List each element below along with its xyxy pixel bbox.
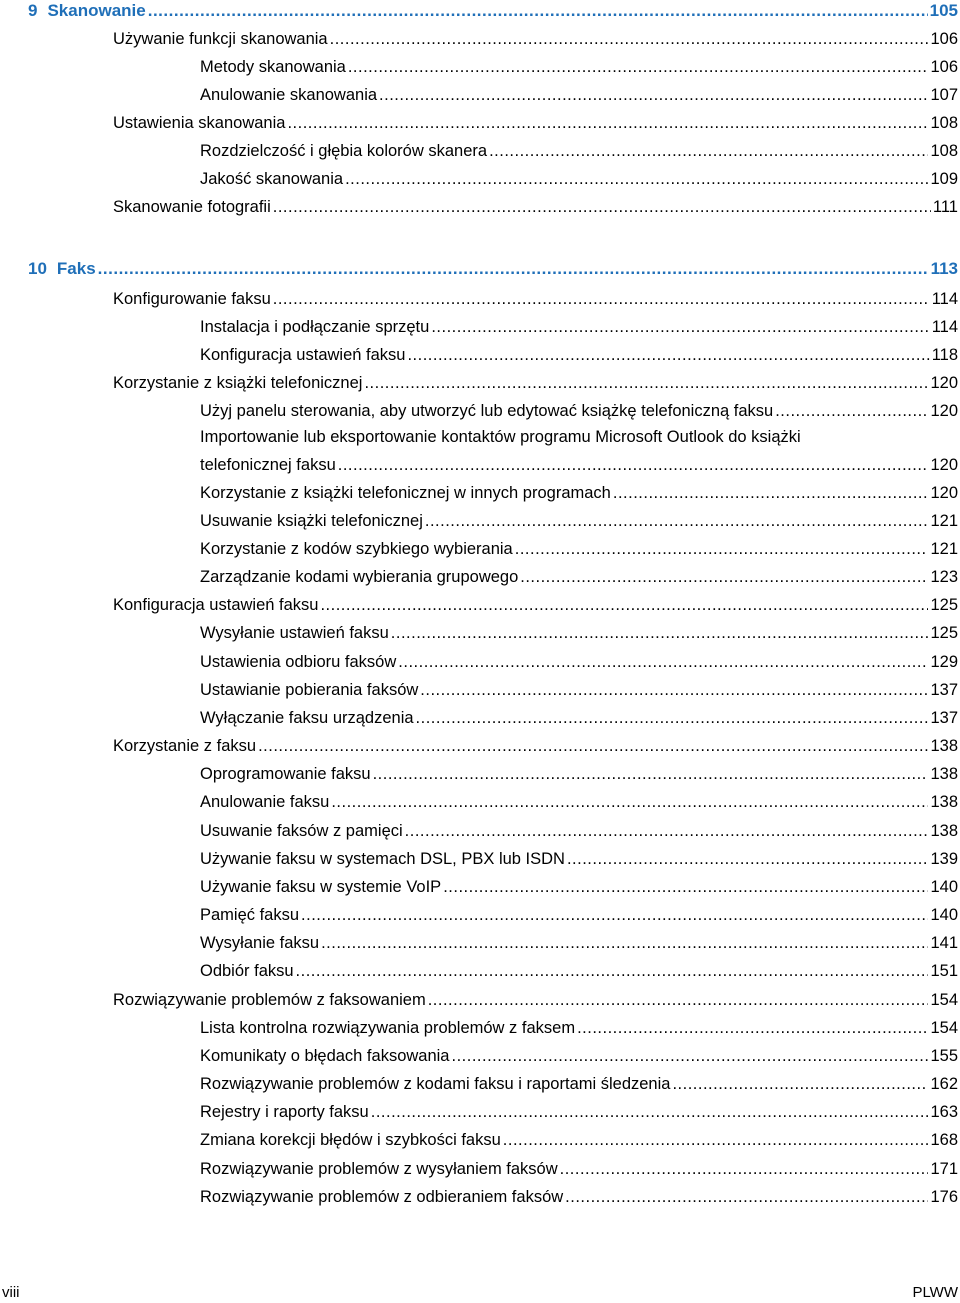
dot-leader (416, 707, 929, 729)
toc-entry-title: Korzystanie z kodów szybkiego wybierania (200, 540, 513, 558)
toc-entry[interactable] (200, 960, 958, 982)
toc-entry-title: Używanie faksu w systemie VoIP (200, 878, 442, 896)
toc-page-number: 114 (931, 318, 958, 336)
toc-entry[interactable] (200, 482, 958, 504)
toc-entry-title: Lista kontrolna rozwiązywania problemów z faksem (200, 1019, 576, 1037)
toc-entry[interactable] (113, 112, 958, 134)
toc-entry-title: Korzystanie z książki telefonicznej w innych programach (200, 484, 611, 502)
toc-page-number: 106 (930, 58, 958, 76)
toc-entry-title (28, 258, 96, 280)
toc-page-number: 129 (930, 653, 958, 671)
toc-page-number: 140 (930, 906, 958, 924)
dot-leader (520, 566, 928, 588)
toc-entry-title: Anulowanie faksu (200, 793, 330, 811)
toc-entry[interactable] (200, 1186, 958, 1208)
toc-entry[interactable] (113, 372, 958, 394)
toc-page-number: 108 (930, 114, 958, 132)
toc-entry-title: Ustawienia skanowania (113, 114, 286, 132)
toc-page-number: 120 (930, 484, 958, 502)
dot-leader (560, 1158, 929, 1180)
toc-page-number: 140 (930, 878, 958, 896)
toc-chapter[interactable] (28, 258, 958, 280)
toc-entry-title: Korzystanie z faksu (113, 737, 257, 755)
toc-entry[interactable] (200, 140, 958, 162)
toc-page-number: 137 (930, 681, 958, 699)
toc-entry[interactable] (113, 196, 958, 218)
toc-page-number: 109 (930, 170, 958, 188)
toc-entry[interactable] (200, 538, 958, 560)
dot-leader (398, 651, 928, 673)
toc-entry[interactable] (200, 454, 958, 476)
toc-entry-title: Rozwiązywanie problemów z odbieraniem faksów (200, 1188, 564, 1206)
toc-entry[interactable] (200, 316, 958, 338)
toc-page-number: 141 (930, 934, 958, 952)
toc-entry[interactable] (200, 84, 958, 106)
toc-page-number: 120 (930, 456, 958, 474)
toc-entry[interactable] (200, 932, 958, 954)
toc-entry-title: Ustawianie pobierania faksów (200, 681, 419, 699)
toc-page-number: 118 (931, 346, 958, 364)
toc-entry[interactable] (200, 1045, 958, 1067)
dot-leader (567, 848, 929, 870)
toc-page-number: 162 (930, 1075, 958, 1093)
toc-entry-title: Rozwiązywanie problemów z wysyłaniem faksów (200, 1160, 558, 1178)
toc-page-number: 114 (931, 290, 958, 308)
dot-leader (301, 904, 928, 926)
toc-entry[interactable] (113, 735, 958, 757)
toc-entry-title: Instalacja i podłączanie sprzętu (200, 318, 430, 336)
dot-leader (330, 28, 929, 50)
toc-entry-title: Konfigurowanie faksu (113, 290, 271, 308)
toc-entry-title: Anulowanie skanowania (200, 86, 378, 104)
toc-entry-title: Zarządzanie kodami wybierania grupowego (200, 568, 519, 586)
toc-entry-title: Wyłączanie faksu urządzenia (200, 709, 414, 727)
toc-entry[interactable] (200, 679, 958, 701)
toc-entry-title: Metody skanowania (200, 58, 346, 76)
dot-leader (321, 932, 928, 954)
toc-entry-title-line1[interactable]: Importowanie lub eksportowanie kontaktów programu Microsoft Outlook do książki (200, 428, 801, 446)
toc-entry-title: Rejestry i raporty faksu (200, 1103, 369, 1121)
toc-page-number: 108 (930, 142, 958, 160)
dot-leader (338, 454, 929, 476)
toc-entry[interactable] (200, 510, 958, 532)
toc-entry[interactable] (200, 820, 958, 842)
toc-entry[interactable] (200, 1017, 958, 1039)
dot-leader (613, 482, 929, 504)
toc-page-number: 171 (930, 1160, 958, 1178)
dot-leader (407, 344, 929, 366)
dot-leader (425, 510, 929, 532)
toc-entry[interactable] (200, 791, 958, 813)
toc-page-number: 137 (930, 709, 958, 727)
dot-leader (428, 989, 929, 1011)
toc-entry[interactable] (200, 848, 958, 870)
dot-leader (258, 735, 928, 757)
toc-page-number: 163 (930, 1103, 958, 1121)
dot-leader (379, 84, 928, 106)
toc-entry[interactable] (200, 400, 958, 422)
toc-page-number: 123 (930, 568, 958, 586)
toc-page-number: 120 (930, 402, 958, 420)
toc-entry[interactable] (113, 288, 958, 310)
toc-entry[interactable] (200, 1073, 958, 1095)
dot-leader (431, 316, 929, 338)
toc-page-number: 120 (930, 374, 958, 392)
toc-entry-title: Użyj panelu sterowania, aby utworzyć lub edytować książkę telefoniczną faksu (200, 402, 774, 420)
toc-entry[interactable] (200, 566, 958, 588)
dot-leader (348, 56, 929, 78)
dot-leader (371, 1101, 929, 1123)
toc-page-number: 154 (930, 1019, 958, 1037)
page-number: viii (2, 1284, 20, 1301)
toc-page-number: 154 (930, 991, 958, 1009)
toc-entry-title: Rozdzielczość i głębia kolorów skanera (200, 142, 488, 160)
dot-leader (420, 679, 928, 701)
toc-entry[interactable] (200, 1129, 958, 1151)
toc-entry-title: Korzystanie z książki telefonicznej (113, 374, 363, 392)
dot-leader (565, 1186, 928, 1208)
dot-leader (515, 538, 929, 560)
toc-entry-title: Skanowanie fotografii (113, 198, 271, 216)
dot-leader (331, 791, 928, 813)
toc-entry-title: Zmiana korekcji błędów i szybkości faksu (200, 1131, 501, 1149)
toc-page-number: 125 (930, 596, 958, 614)
dot-leader (451, 1045, 928, 1067)
toc-entry-title: Konfiguracja ustawień faksu (113, 596, 319, 614)
toc-entry[interactable] (200, 344, 958, 366)
toc-entry-title: Rozwiązywanie problemów z kodami faksu i raportami śledzenia (200, 1075, 671, 1093)
toc-entry[interactable] (113, 594, 958, 616)
toc-entry-title: Rozwiązywanie problemów z faksowaniem (113, 991, 426, 1009)
toc-entry[interactable] (200, 1158, 958, 1180)
toc-entry[interactable] (200, 876, 958, 898)
toc-page-number: 105 (929, 1, 958, 20)
toc-page-number: 121 (930, 540, 958, 558)
toc-page-number: 138 (930, 737, 958, 755)
toc-entry-title: Usuwanie faksów z pamięci (200, 822, 403, 840)
dot-leader (373, 763, 929, 785)
toc-page-number: 138 (930, 765, 958, 783)
toc-entry-title: Konfiguracja ustawień faksu (200, 346, 406, 364)
toc-page-number: 139 (930, 850, 958, 868)
toc-entry-title: Używanie faksu w systemach DSL, PBX lub ISDN (200, 850, 565, 868)
toc-entry-title: Usuwanie książki telefonicznej (200, 512, 423, 530)
toc-entry-title: Jakość skanowania (200, 170, 344, 188)
toc-page-number: 113 (930, 259, 958, 278)
document-code: PLWW (912, 1284, 958, 1301)
dot-leader (364, 372, 928, 394)
dot-leader (287, 112, 928, 134)
dot-leader (577, 1017, 928, 1039)
toc-entry-title: Pamięć faksu (200, 906, 300, 924)
toc-entry[interactable] (200, 904, 958, 926)
toc-entry-title: telefonicznej faksu (200, 456, 336, 474)
toc-page-number: 111 (932, 198, 958, 216)
dot-leader (391, 622, 929, 644)
toc-entry-title: Używanie funkcji skanowania (113, 30, 328, 48)
dot-leader (296, 960, 929, 982)
toc-entry-title: Ustawienia odbioru faksów (200, 653, 397, 671)
toc-entry[interactable] (200, 763, 958, 785)
chapter-title: Skanowanie (47, 1, 146, 20)
toc-page-number: 107 (930, 86, 958, 104)
toc-entry[interactable] (200, 651, 958, 673)
toc-page-number: 121 (930, 512, 958, 530)
dot-leader (775, 400, 928, 422)
chapter-number: 10 (28, 259, 47, 278)
chapter-number: 9 (28, 1, 38, 20)
dot-leader (98, 258, 929, 280)
toc-page-number: 106 (930, 30, 958, 48)
toc-page-number: 138 (930, 822, 958, 840)
toc-entry-title: Wysyłanie ustawień faksu (200, 624, 389, 642)
toc-page-number: 151 (930, 962, 958, 980)
toc-page-number: 125 (930, 624, 958, 642)
toc-entry-title: Oprogramowanie faksu (200, 765, 371, 783)
toc-page-number: 155 (930, 1047, 958, 1065)
toc-entry[interactable] (200, 1101, 958, 1123)
dot-leader (273, 288, 930, 310)
dot-leader (320, 594, 928, 616)
dot-leader (443, 876, 928, 898)
dot-leader (148, 0, 928, 22)
toc-entry[interactable] (113, 28, 958, 50)
toc-entry-title: Odbiór faksu (200, 962, 294, 980)
toc-entry-title (28, 0, 146, 22)
toc-page-number: 138 (930, 793, 958, 811)
dot-leader (672, 1073, 928, 1095)
dot-leader (503, 1129, 929, 1151)
dot-leader (345, 168, 928, 190)
toc-entry[interactable] (200, 168, 958, 190)
toc-entry[interactable] (200, 707, 958, 729)
toc-entry[interactable] (200, 622, 958, 644)
toc-entry-title: Komunikaty o błędach faksowania (200, 1047, 450, 1065)
toc-chapter[interactable] (28, 0, 958, 22)
chapter-title: Faks (56, 259, 96, 278)
toc-page-number: 168 (930, 1131, 958, 1149)
dot-leader (405, 820, 929, 842)
toc-entry[interactable] (113, 989, 958, 1011)
toc-page-number: 176 (930, 1188, 958, 1206)
toc-entry[interactable] (200, 56, 958, 78)
dot-leader (489, 140, 928, 162)
dot-leader (273, 196, 931, 218)
toc-entry-title: Wysyłanie faksu (200, 934, 320, 952)
